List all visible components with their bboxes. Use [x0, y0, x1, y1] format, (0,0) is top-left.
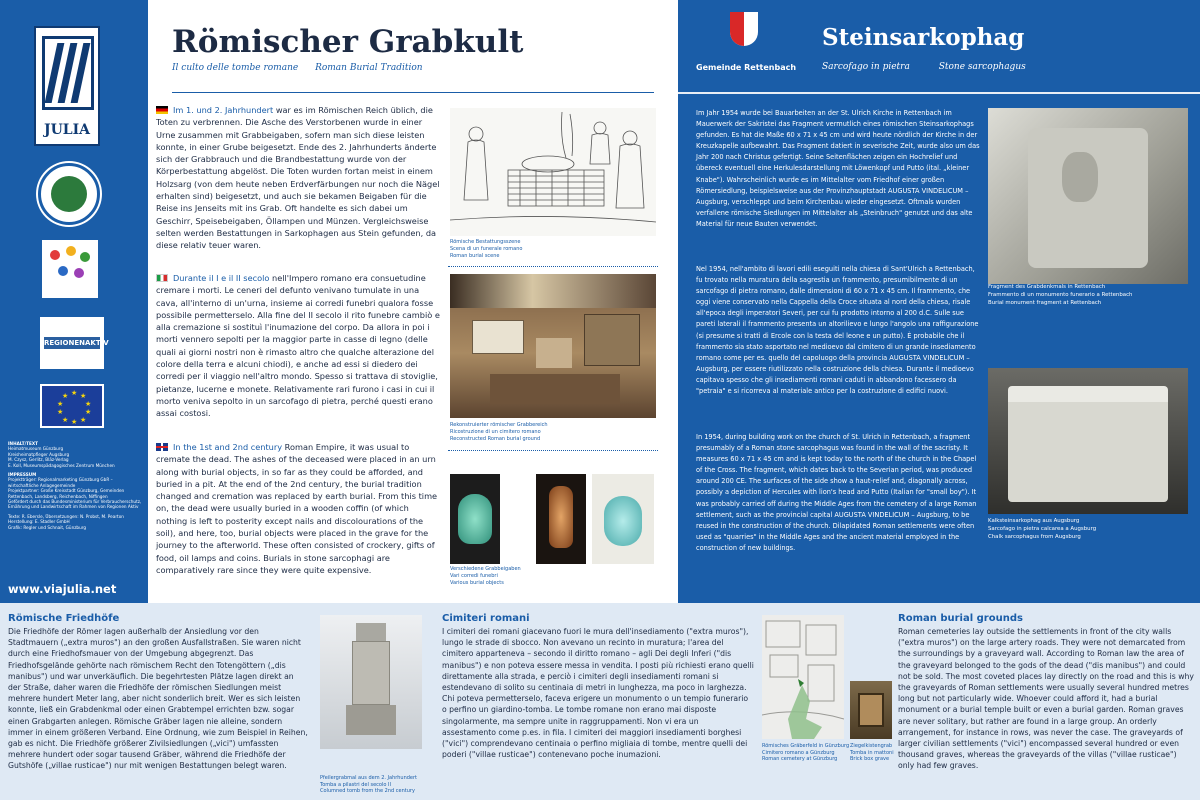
caption-cemetery-map: Römisches Gräberfeld in Günzburg Cimitero romano a Günzburg Roman cemetery at Günzburg: [762, 743, 850, 762]
subtitle-italian: Il culto delle tombe romane: [172, 63, 299, 73]
italian-text: nell'Impero romano era consuetudine cremare i morti. Le ceneri del defunto venivano tumulate in una cava, all'interno di un'urna, insieme ai corredi funebri qualora fosse possibile permetterselo. Alla fine del II secolo il rito funebre cambiò e alla cremazione si sostituì l'inumazione del corpo. Da allora in poi i morti vennero sepolti per la maggior parte in casse di legno (delle quali ai giorni nostri non è rimasto altro che qualche alterazione del colore della terra e alcuni chiodi), e anche ad essi si diedero dei corredi per il viaggio nell'altro mondo. Spesso si trattava di stoviglie, pietanze, lucerne e monete. Relativamente rari furono i casi in cui il morto veniva sepolto in un sarcofago di pietra, perché questi erano assai costosi.: [156, 273, 440, 419]
website-link[interactable]: www.viajulia.net: [8, 582, 117, 596]
italian-section: [156, 272, 440, 420]
regionen-aktiv-label: REGIONENAKTIV: [44, 339, 109, 347]
subtitle-english: Stone sarcophagus: [938, 62, 1026, 72]
caption-fragment: Fragment des Grabdenkmals in Rettenbach Frammento di un monumento funerario a Rettenbach Burial monument fragment at Rettenbach: [988, 284, 1133, 306]
sarcophagus-fragment-photo: [988, 108, 1188, 284]
divider: [172, 92, 654, 93]
caption-sarcophagus: Kalksteinsarkophag aus Augsburg Sarcofago in pietra calcarea a Augsburg Chalk sarcophagus from Augsburg: [988, 518, 1097, 540]
eu-flag-icon: ★ ★ ★ ★ ★ ★ ★ ★ ★ ★: [40, 384, 104, 428]
uk-flag-icon: [156, 443, 168, 451]
divider: [448, 450, 658, 451]
english-text: Roman Empire, it was usual to cremate the dead. The ashes of the deceased were placed in an urn along with burial objects, in so far as they could be afforded, and buried in a pit. At the end of the 2nd century, the burial tradition changed and cremation was replaced by earth burial. From this time on, the dead were usually buried in a wooden coffin (of which nothing is left to posterity except nails and discolourations of the soil), and here, too, burial objects were placed in the grave for the journey to the afterworld. These often consisted of crockery, gifts of food, oil lamps and coins. Burials in stone sarcophagi are comparatively rare since they were quite expensive.: [156, 442, 438, 575]
burial-scene-drawing: [450, 108, 656, 236]
german-text: war es im Römischen Reich üblich, die Toten zu verbrennen. Die Asche des Verstorbenen wurde in einer Urne zusammen mit Grabbeigaben, sofern man sich diese leisten konnte, in einer Grube beigesetzt. Ende des 2. Jahrhunderts änderte sich der Grabbrauch und die Brandbestattung wurde von der Körperbestattung abgelöst. Die Toten wurden fortan meist in einem Holzsarg (von dem heute neben Erdverfärbungen nur noch die Nägel erhalten sind) beigesetzt, und auch sie bekamen Beigaben für die Reise ins Jenseits mit ins Grab. Oft handelte es sich dabei um Geschirr, Speisebeigaben, Öllampen und Münzen. Vergleichsweise selten werden Bestattungen in Sarkophagen aus Stein gefunden, da diese relativ teuer waren.: [156, 105, 440, 251]
italian-text: I cimiteri dei romani giacevano fuori le mura dell'insediamento ("extra muros"), lungo le strade di sbocco. Non avevano un recinto in muratura; l'area del cimitero apparteneva – secondo il diritto romano – agli Dei degli Inferi ("dis manibus") e non poteva essere messa in vendita. I posti più richiesti erano quelli direttamente alla strada, e perciò i cimiteri degli insediamenti romani si estendevano di solito su centinaia di metri in lunghezza, ma poco in larghezza. Chi poteva permetterselo, faceva erigere un monumento o un tempio funerario o perfino un giardino-tomba. Le tombe romane non erano mai disposte singolarmente, ma sempre unite in raggruppamenti. Non vi era un assestamento come p.es. in fila. I cimiteri dei maggiori insediamenti borghesi ("vici") comprendevano centinaia o perfino migliaia di tombe, mentre quelli dei poderi ("villae rusticae") contenevano poche inumazioni.: [442, 627, 754, 760]
german-section: [156, 104, 440, 252]
regionen-aktiv-logo: [40, 317, 109, 369]
german-lead: Im 1. und 2. Jahrhundert: [173, 105, 274, 115]
section-subtitle: [822, 62, 1052, 72]
subtitle-english: Roman Burial Tradition: [315, 63, 423, 73]
german-heading: Römische Friedhöfe: [8, 613, 120, 624]
glass-vessel-photo: [536, 474, 586, 564]
pillar-tomb-photo: [320, 615, 422, 749]
via-julia-augusta-badge: [38, 163, 100, 225]
community-name: Gemeinde Rettenbach: [696, 63, 797, 72]
logo-julia-text: JULIA: [43, 122, 91, 138]
english-heading: Roman burial grounds: [898, 613, 1023, 624]
via-julia-logo: [34, 26, 100, 146]
partner-logo: [42, 240, 98, 298]
cemeteries-section: [0, 603, 1200, 800]
caption-burial-scene: Römische Bestattungsszene Scena di un funerale romano Roman burial scene: [450, 239, 523, 259]
caption-brick-grave: Ziegelkistengrab Tomba in mattoni Brick box grave: [850, 743, 894, 762]
burial-ground-photo: [450, 274, 656, 418]
english-section: [156, 441, 440, 576]
italian-text: Nel 1954, nell'ambito di lavori edili eseguiti nella chiesa di Sant'Ulrich a Rettenbach, fu trovato nella muratura della sagrestia un frammento, presumibilmente di un sarcofago di pietra romano, dalle dimensioni di 60 x 71 x 45 cm. Il frammento, che oggi viene conservato nella Cappella della Croce situata al nord della chiesa, risale all'epoca degli imperatori Severi, per cui fu prodotto intorno al 200 d.C. Sulle sue pareti laterali il frammento presenta un altorilievo e lungo l'angolo una raffigurazione (si presume si trattì di Ercole con la testa del leone e un putto). È probabile che il frammento sia stato asportato nel medioevo dal cimitero di un grande insediamento romano come per es. quello del capoluogo della provincia AUGUSTA VINDELICUM – Augsburg, per essere riutilizzato nella costruzione della chiesa. Durante il medioevo capitava spesso che gli insediamenti romani caduti in abbandono facessero da "petraia" e si ricorreva al materiale antico per la costruzione di edifici nuovi.: [696, 265, 979, 396]
stone-sarcophagus-photo: [988, 368, 1188, 514]
italian-flag-icon: [156, 274, 168, 282]
glass-vessel-photo: [592, 474, 654, 564]
german-text: Die Friedhöfe der Römer lagen außerhalb der Ansiedlung vor den Stadtmauern („extra muros") an den großen Ausfallstraßen. Sie waren nicht durch eine Friedhofsmauer von der Umgebung abgegrenzt. Das Friedhofsgelände gehörte nach römischem Recht den Totengöttern („dis manibus") und war unverkäuflich. Die begehrtesten Plätze lagen direkt an der Straße, daher waren die Friedhöfe der römischen Siedlungen meist mehrere hundert Meter lang, aber nicht sonderlich breit. Wer es sich leisten konnte, ließ ein Grabdenkmal oder einen Grabtempel errichten bzw. sogar einen Grabgarten anlegen. Römische Gräber lagen nie alleine, sondern immer in einem größeren Verband. Eine Ordnung, wie zum Beispiel in Reihen, gab es nicht. Die Friedhöfe größerer Zivilsiedlungen („vici") umfassten mehrere hundert oder sogar tausend Gräber, während die Friedhöfe der Gutshöfe („villae rusticae") nur mit wenigen Bestattungen belegt waren.: [8, 627, 308, 771]
english-text: In 1954, during building work on the church of St. Ulrich in Rettenbach, a fragment presumably of a Roman stone sarcophagus was found in the wall of the sacristy. It measures 60 x 71 x 45 cm and is kept today to the north of the church in the Chapel of the Cross. The fragment, which dates back to the Severian period, was produced around 200 CE. The surfaces of the side show a haut-relief and, diagonally across, possibly a depiction of Hercules with lion's head and Putto (Italian for "small boy"). It was probably carried off during the Middle Ages from the cemetery of a large Roman settlement, such as the provincial capital AUGUSTA VINDELICUM – Augsburg, to be reused in the construction of the church. Dilapidated Roman settlements were often used as "quarries" in the Middle Ages and the ancient material employed in the construction of new buildings.: [696, 433, 977, 552]
caption-burial-ground: Rekonstruierter römischer Grabbereich Ricostruzione di un cimitero romano Reconstructed Roman burial ground: [450, 422, 548, 442]
cemetery-map: [762, 615, 844, 739]
divider: [678, 92, 1200, 94]
german-text: Im Jahr 1954 wurde bei Bauarbeiten an der St. Ulrich Kirche in Rettenbach im Mauerwerk der Sakristei das Fragment vermutlich eines römischen Steinsarkophags gefunden. Es hat die Maße 60 x 71 x 45 cm und wird heute nördlich der Kirche in der Kreuzkapelle aufbewahrt. Das Fragment datiert in severische Zeit, wurde also um das Jahr 200 nach Christus gefertigt. Seine Seitenflächen zeigen ein Hochrelief und übereck eventuell eine Herkulesdarstellung mit Löwenkopf und Putto (ital. „kleiner Knabe"). Wahrscheinlich wurde es im Mittelalter vom Friedhof einer großen Römersiedlung, beispielsweise aus der Provinzhauptstadt AUGUSTA VINDELICUM – Augsburg, verschleppt und beim Kirchenbau wieder eingesetzt. Oftmals wurden verfallene römische Siedlungen im Mittelalter als „Steinbruch" genutzt und das alte Material für neue Bauten verwendet.: [696, 109, 980, 228]
english-lead: In the 1st and 2nd century: [173, 442, 283, 452]
page-title: Römischer Grabkult: [172, 24, 524, 60]
english-text: Roman cemeteries lay outside the settlements in front of the city walls ("extra muros") on the large artery roads. They were not demarcated from the surroundings by a graveyard wall. According to Roman law the area of the graveyard belonged to the gods of the dead ("dis manibus") and could not be sold. The most coveted places lay directly on the road and this is why the graveyards of Roman settlements were usually several hundred metres long but not particularly wide. Whoever could afford it, had a burial monument or a burial temple built or even a burial garden. Roman graves are never solitary, but rather are found in a large group. An orderly arrangement, for instance in rows, was never the case. The graveyards of larger civilian settlements ("vici") encompassed several hundred or even thousand graves, whereas the graveyards of the villas ("villae rusticae") only had few graves.: [898, 627, 1194, 771]
via-logo-mark: [42, 36, 94, 110]
brick-grave-photo: [850, 681, 892, 739]
divider: [448, 266, 658, 267]
italian-lead: Durante il I e il II secolo: [173, 273, 270, 283]
glass-vessel-photo: [450, 474, 500, 564]
german-flag-icon: [156, 106, 168, 114]
subtitle-italian: Sarcofago in pietra: [822, 62, 910, 72]
rettenbach-coat-of-arms: [730, 12, 758, 46]
page-subtitle: [172, 63, 437, 73]
caption-pillar-tomb: Pfeilergrabmal aus dem 2. Jahrhundert Tomba a pilastri del secolo II Columned tomb from the 2nd century: [320, 775, 417, 794]
sidebar: [0, 0, 148, 603]
sarcophagus-panel: [678, 0, 1200, 603]
imprint: INHALT/TEXT Heimatmuseum Günzburg Kreisheimatpfleger Augsburg M. Czysz, Gerlitz, Bläz-Verlag E. Koll, Museumspädagogisches Zentrum München IMPRESSUM Projektträger: Regionalmarketing Günzburg GbR – wirtschaftliche Anlagegemeinde Projektpartner: Große Kreisstadt Günzburg, Gemeinden Rettenbach, Landsberg, Reichenbach, Niffingen Gefördert durch das Bundesministerium für Verbraucherschutz, Ernährung und Landwirtschaft im Rahmen von Regionen Aktiv Texte: R. Ebersle, Übersetzungen: N. Probst, M. Pearton Herstellung: E. Stadler GmbH Grafik: Regler und Schnait, Günzburg: [8, 441, 142, 530]
main-panel: [148, 0, 678, 603]
italian-heading: Cimiteri romani: [442, 613, 530, 624]
caption-burial-objects: Verschiedene Grabbeigaben Vari corredi funebri Various burial objects: [450, 566, 521, 586]
section-title: Steinsarkophag: [822, 24, 1025, 51]
